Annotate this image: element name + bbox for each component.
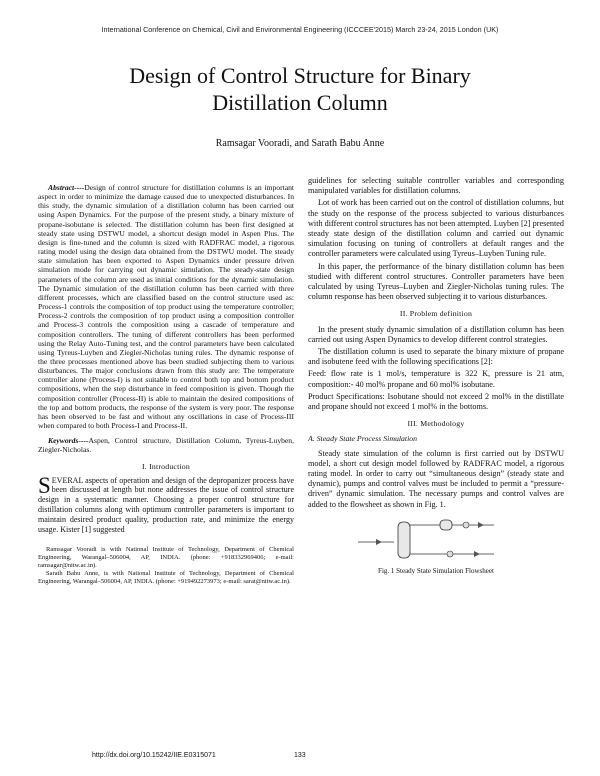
problem-paragraph-2: The distillation column is used to separate the binary mixture of propane and isobutene feed with the following specifications [2]: xyxy=(308,347,564,367)
distillation-column xyxy=(398,522,410,558)
right-column xyxy=(308,176,564,576)
footer-doi: http://dx.doi.org/10.15242/IIE.E0315071 xyxy=(92,752,216,759)
problem-paragraph-1: In the present study dynamic simulation of a distillation column has been carried out using Aspen Dynamics to develop different control strategies. xyxy=(308,324,564,344)
keywords-text: Aspen, Control structure, Distillation Column, Tyreus-Luyben, Ziegler-Nicholas. xyxy=(38,436,294,455)
footnote-1: Ramsagar Vooradi is with National Institute of Technology, Department of Chemical Engineering, Warangal–506004, AP, INDIA. (phone: +918332969406; e-mail: ramsagar@nitw.ac.in). xyxy=(38,546,294,570)
title-line-1: Design of Control Structure for Binary xyxy=(129,63,471,88)
subsection-heading: A. Steady State Process Simulation xyxy=(308,434,418,444)
right-paragraph-3: In this paper, the performance of the binary distillation column has been studied with different control structures. Controller parameters have been calculated by using Tyreus–Luyben and Ziegler-Nicholas tuning rules. The column response has been observed subjecting it to various disturbances. xyxy=(308,261,564,302)
abstract xyxy=(38,183,294,430)
section-heading-methodology: III. Methodology xyxy=(407,419,465,429)
problem-paragraph-4: Product Specifications: Isobutane should not exceed 2 mol% in the distillate and propane should not exceed 1 mol% in the bottoms. xyxy=(308,391,564,412)
introduction-paragraph xyxy=(38,472,294,535)
page-number: 133 xyxy=(294,752,306,759)
introduction-text: EVERAL aspects of operation and design of the depropanizer process have been discussed at length but none addresses the issue of control structure design in a systematic manner. Choosing a proper control structure for distillation columns along with optimum controller parameters is important to maintain desired product quality, production rate, and minimize the energy usage. Kister [1] suggested xyxy=(38,475,294,534)
author-footnotes xyxy=(38,546,294,586)
abstract-text: Design of control structure for distillation columns is an important aspect in order to minimize the damage caused due to unexpected disturbances. In this study, the dynamic simulation of a distillation column has been carried out using Aspen Dynamics. For the purpose of the present study, a binary mixture of propane-isobutane is selected. The distillation column has been first designed at steady state using DSTWU model, a shortcut design model in Aspen Plus. The design is fine-tuned and the column is sized with RADFRAC model, a rigorous rating model using the design data obtained from the DSTWU model. The steady state simulation has been exported to Aspen Dynamics under pressure driven simulation mode for carrying out dynamic simulation. The steady-state design parameters of the column are used as initial conditions for the dynamic simulation. The Dynamic simulation of the distillation column has been carried with three different processes, which are classified based on the control structure used as: Process-1 controls the composition of top product using the temperature controller; Process-2 controls the composition of top product using a composition controller and Process-3 controls the composition using a cascade of temperature and composition controllers. The tuning of different controllers has been performed using the Relay Auto-Tuning test, and the control parameters have been calculated using Tyreus-Luyben and Ziegler-Nicholas tuning rules. The dynamic response of the three processes mentioned above has been studied subjecting them to various disturbances. The major conclusions drawn from this study are: The temperature controller alone (Process-I) is not suitable to control both top and bottom product compositions, when the step disturbance in feed composition is given. Though the composition controller (Process-II) is able to maintain the desired compositions of the top and bottom products, the response of the system is very poor. The response has been observed to be fast and without any oscillations in case of Process-III when compared to both Process-I and Process-II. xyxy=(38,183,294,431)
footnote-2: Sarath Babu Anne, is with National Institute of Technology, Department of Chemical Engineering, Warangal–506004, AP, INDIA. (phone: +919492273973; e-mail: sarat@nitw.ac.in). xyxy=(38,570,294,586)
keywords xyxy=(38,436,294,454)
section-heading-problem-definition: II. Problem definition xyxy=(399,309,473,319)
abstract-label: Abstract---- xyxy=(48,183,85,192)
drop-cap: S xyxy=(38,472,51,498)
reflux-drum xyxy=(440,520,452,530)
authors: Ramsagar Vooradi, and Sarath Babu Anne xyxy=(215,138,385,149)
section-heading-introduction: I. Introduction xyxy=(141,461,191,471)
methodology-paragraph: Steady state simulation of the column is first carried out by DSTWU model, a short cut design model followed by RADFRAC model, a rigorous rating model. In order to carry out “simultaneous design” (steady state and dynamic), pumps and control valves must be included to permit a “pressure-driven” dynamic simulation. The necessary pumps and control valves are added to the flowsheet as shown in Fig. 1. xyxy=(308,448,564,509)
bottoms-pump xyxy=(447,551,453,557)
paper-title xyxy=(60,62,540,116)
figure-caption: Fig. 1 Steady State Simulation Flowsheet xyxy=(378,566,494,575)
keywords-label: Keywords---- xyxy=(48,436,89,446)
right-paragraph-2: Lot of work has been carried out on the control of distillation columns, but the study on the response of the process subjected to various disturbances with different control structures has not been attempted. Luyben [2] presented steady state design of the distillation column and carried out dynamic simulation focusing on tuning of controllers at default ranges and the controller parameters were calculated using Tyreus–Luyben Tuning rule. xyxy=(308,198,564,259)
flowsheet-figure xyxy=(354,516,518,562)
distillate-valve xyxy=(478,522,484,528)
problem-paragraph-3: Feed: flow rate is 1 mol/s, temperature is 322 K, pressure is 21 atm, composition:- 40 mol% propane and 60 mol% isobutane. xyxy=(308,369,564,389)
bottoms-valve xyxy=(474,551,480,557)
conference-header: International Conference on Chemical, Civil and Environmental Engineering (ICCCEE'2015) March 23-24, 2015 London (UK) xyxy=(101,25,499,34)
feed-valve xyxy=(376,539,382,545)
distillate-pump xyxy=(463,522,469,528)
title-line-2: Distillation Column xyxy=(212,90,388,115)
left-column xyxy=(38,183,294,586)
flowsheet-diagram xyxy=(354,516,518,562)
right-paragraph-1: guidelines for selecting suitable controller variables and corresponding manipulated variables for distillation columns. xyxy=(308,176,564,196)
